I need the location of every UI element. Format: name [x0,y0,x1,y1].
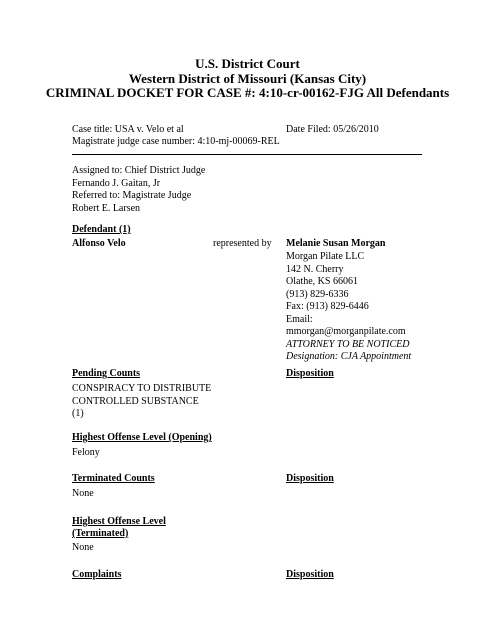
complaints-heading: Complaints [72,569,122,580]
magistrate-case-number: Magistrate judge case number: 4:10-mj-00069-REL [72,136,280,147]
attorney-city: Olathe, KS 66061 [286,276,358,287]
attorney-email[interactable]: mmorgan@morganpilate.com [286,326,406,337]
attorney-notice: ATTORNEY TO BE NOTICED [286,338,410,350]
assignment-line: Referred to: Magistrate Judge [72,190,192,201]
assignment-block [72,165,205,215]
attorney-name: Melanie Susan Morgan [286,238,386,249]
highest-offense-terminated-heading: Highest Offense Level [72,516,166,527]
complaints-disposition-heading: Disposition [286,569,334,580]
attorney-firm: Morgan Pilate LLC [286,251,365,262]
district-name: Western District of Missouri (Kansas City) [128,71,367,86]
attorney-fax: Fax: (913) 829-6446 [286,301,369,312]
pending-count-line: CONSPIRACY TO DISTRIBUTE [72,383,212,394]
pending-count-line: (1) [72,408,84,419]
date-filed: Date Filed: 05/26/2010 [286,124,379,135]
pending-counts-text [72,383,211,421]
assignment-line: Assigned to: Chief District Judge [72,165,206,176]
pending-count-line: CONTROLLED SUBSTANCE [72,395,199,407]
defendant-heading: Defendant (1) [72,224,131,235]
docket-title: CRIMINAL DOCKET FOR CASE #: 4:10-cr-00162-FJG All Defendants [45,85,450,100]
represented-by-label: represented by [213,238,272,249]
terminated-counts-heading: Terminated Counts [72,473,155,484]
assignment-line: Fernando J. Gaitan, Jr [72,177,161,189]
attorney-contact [286,251,411,364]
attorney-phone: (913) 829-6336 [286,288,349,300]
highest-offense-terminated-heading-2: (Terminated) [72,528,129,539]
pending-counts-heading: Pending Counts [72,368,141,379]
court-name: U.S. District Court [195,56,300,71]
terminated-disposition-heading: Disposition [286,473,334,484]
defendant-name: Alfonso Velo [72,238,126,249]
assignment-line: Robert E. Larsen [72,202,141,214]
divider [72,154,422,155]
terminated-counts-value: None [72,488,94,499]
pending-disposition-heading: Disposition [286,368,334,379]
case-title: Case title: USA v. Velo et al [72,124,184,135]
attorney-email-label: Email: [286,313,313,325]
highest-offense-terminated-value: None [72,542,94,553]
attorney-street: 142 N. Cherry [286,263,344,275]
highest-offense-opening-value: Felony [72,447,100,458]
highest-offense-opening-heading: Highest Offense Level (Opening) [72,432,212,443]
attorney-designation: Designation: CJA Appointment [286,351,412,362]
